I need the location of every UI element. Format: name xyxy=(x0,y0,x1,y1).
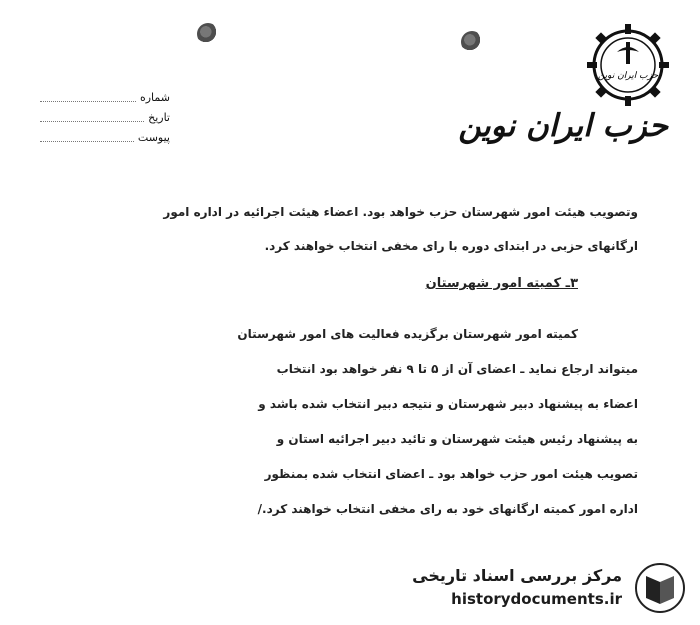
archive-logo-icon xyxy=(634,562,686,614)
number-label: شماره xyxy=(139,91,170,104)
date-blank xyxy=(40,108,144,122)
emblem-text: حزب ایران نوین xyxy=(597,71,659,81)
party-emblem-seal xyxy=(585,22,671,108)
archive-title: مرکز بررسی اسناد تاریخی xyxy=(412,566,622,585)
text-line: اعضاء به پیشنهاد دبیر شهرستان و نتیجه دبیر انتخاب شده باشد و xyxy=(258,397,638,411)
archive-watermark xyxy=(410,562,690,618)
text-line: تصویب هیئت امور حزب خواهد بود ـ اعضای انتخاب شده بمنظور xyxy=(264,467,638,481)
paragraph-1 xyxy=(48,195,638,263)
number-row xyxy=(40,88,170,108)
text-line: به پیشنهاد رئیس هیئت شهرستان و تائید دبیر اجرائیه استان و xyxy=(276,432,638,446)
text-line: اداره امور کمیته ارگانهای خود به رای مخفی انتخاب خواهند کرد./ xyxy=(257,502,638,516)
punch-hole-mark xyxy=(461,31,483,53)
text-line: ارگانهای حزبی در ابتدای دوره با رای مخفی انتخاب خواهند کرد. xyxy=(264,239,638,253)
party-name-letterhead: حزب ایران نوین xyxy=(458,108,668,144)
punch-hole-mark xyxy=(197,23,219,45)
date-label: تاریخ xyxy=(148,111,170,124)
text-line: کمیته امور شهرستان برگزیده فعالیت های امور شهرستان xyxy=(237,327,578,341)
archive-url[interactable]: historydocuments.ir xyxy=(451,590,622,608)
text-line: وتصویب هیئت امور شهرستان حزب خواهد بود. اعضاء هیئت اجرائیه در اداره امور xyxy=(163,205,638,219)
date-row xyxy=(40,108,170,128)
document-meta xyxy=(40,88,170,148)
paragraph-2 xyxy=(48,317,638,527)
attachment-row xyxy=(40,128,170,148)
attachment-label: پیوست xyxy=(137,131,170,144)
text-line: میتواند ارجاع نماید ـ اعضای آن از ۵ تا ۹ نفر خواهد بود انتخاب xyxy=(276,362,638,376)
document-body xyxy=(48,195,638,527)
attachment-blank xyxy=(40,128,134,142)
number-blank xyxy=(40,88,136,102)
section-heading: ۳ـ کمیته امور شهرستان xyxy=(425,276,578,291)
